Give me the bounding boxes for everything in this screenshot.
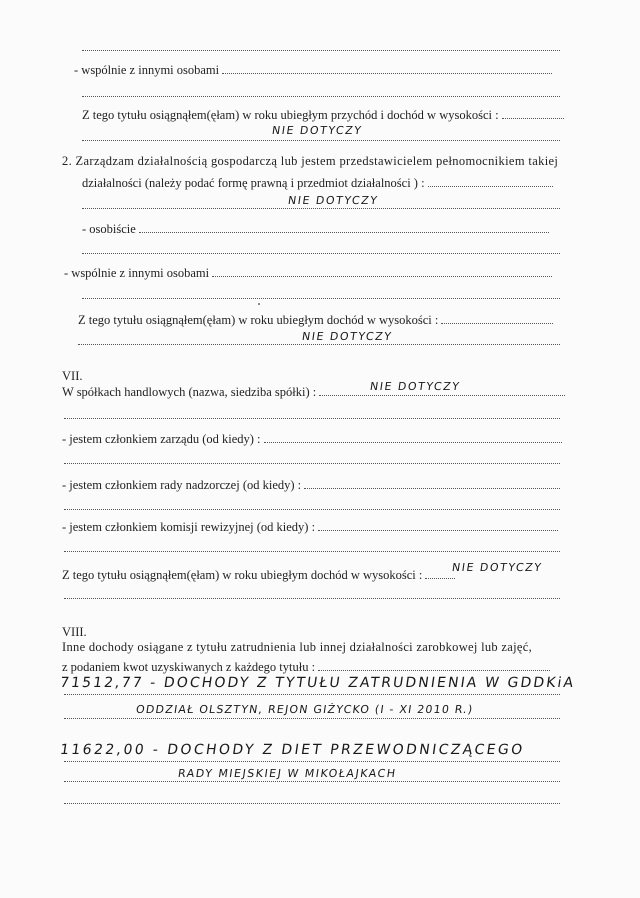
dotted-line <box>82 208 560 209</box>
dotted-line <box>64 781 560 782</box>
item2-text-line1: 2. Zarządzam działalnością gospodarczą lub jestem przedstawicielem pełnomocnikiem takiej <box>62 154 559 168</box>
income-revenue-label: Z tego tytułu osiągnąłem(ęłam) w roku ubiegłym przychód i dochód w wysokości : <box>82 108 564 123</box>
dotted-line <box>64 694 560 695</box>
income-answer-vii: NIE DOTYCZY <box>451 561 544 574</box>
dotted-line <box>82 253 560 254</box>
dotted-line <box>64 551 560 552</box>
dotted-line <box>64 418 560 419</box>
supervisory-label: - jestem członkiem rady nadzorczej (od kiedy) : <box>62 478 560 493</box>
income-answer-2: NIE DOTYCZY <box>301 330 394 343</box>
other-income-entry1-line2: ODDZIAŁ OLSZTYN, REJON GIŻYCKO (I - XI 2010 R.) <box>135 703 475 716</box>
dotted-line <box>64 509 560 510</box>
dotted-line <box>64 598 560 599</box>
shared-label: - wspólnie z innymi osobami <box>74 63 552 78</box>
companies-label: W spółkach handlowych (nazwa, siedziba spółki) : <box>62 385 565 400</box>
dotted-line <box>82 140 560 141</box>
other-income-text-line1: Inne dochody osiągane z tytułu zatrudnienia lub innej działalności zarobkowej lub zajęć, <box>62 640 532 654</box>
other-income-entry1-line1: 71512,77 - DOCHODY Z TYTUŁU ZATRUDNIENIA W GDDKiA <box>58 675 577 691</box>
shared-label-2: - wspólnie z innymi osobami <box>64 266 552 281</box>
dotted-line <box>82 298 560 299</box>
audit-label: - jestem członkiem komisji rewizyjnej (od kiedy) : <box>62 520 558 535</box>
dotted-line <box>64 803 560 804</box>
board-label: - jestem członkiem zarządu (od kiedy) : <box>62 432 562 447</box>
dotted-line <box>78 344 560 345</box>
dotted-line <box>82 50 560 51</box>
section-vii-heading: VII. <box>62 369 83 383</box>
dotted-line <box>64 761 560 762</box>
personal-label: - osobiście <box>82 222 549 237</box>
dotted-line <box>64 463 560 464</box>
stray-dot <box>258 303 260 305</box>
dotted-line <box>82 96 560 97</box>
income-label-2: Z tego tytułu osiągnąłem(ęłam) w roku ubiegłym dochód w wysokości : <box>78 313 553 328</box>
income-revenue-answer: NIE DOTYCZY <box>271 124 364 137</box>
other-income-entry2-line2: RADY MIEJSKIEJ W MIKOŁAJKACH <box>177 767 398 780</box>
item2-text-line2: działalności (należy podać formę prawną i przedmiot działalności ) : <box>82 176 553 191</box>
item2-answer: NIE DOTYCZY <box>287 194 380 207</box>
income-label-vii: Z tego tytułu osiągnąłem(ęłam) w roku ubiegłym dochód w wysokości : <box>62 568 455 583</box>
dotted-line <box>64 718 560 719</box>
companies-answer: NIE DOTYCZY <box>369 380 462 393</box>
section-viii-heading: VIII. <box>62 625 87 639</box>
other-income-entry2-line1: 11622,00 - DOCHODY Z DIET PRZEWODNICZĄCEGO <box>58 742 526 758</box>
other-income-text-line2: z podaniem kwot uzyskiwanych z każdego tytułu : <box>62 660 550 675</box>
